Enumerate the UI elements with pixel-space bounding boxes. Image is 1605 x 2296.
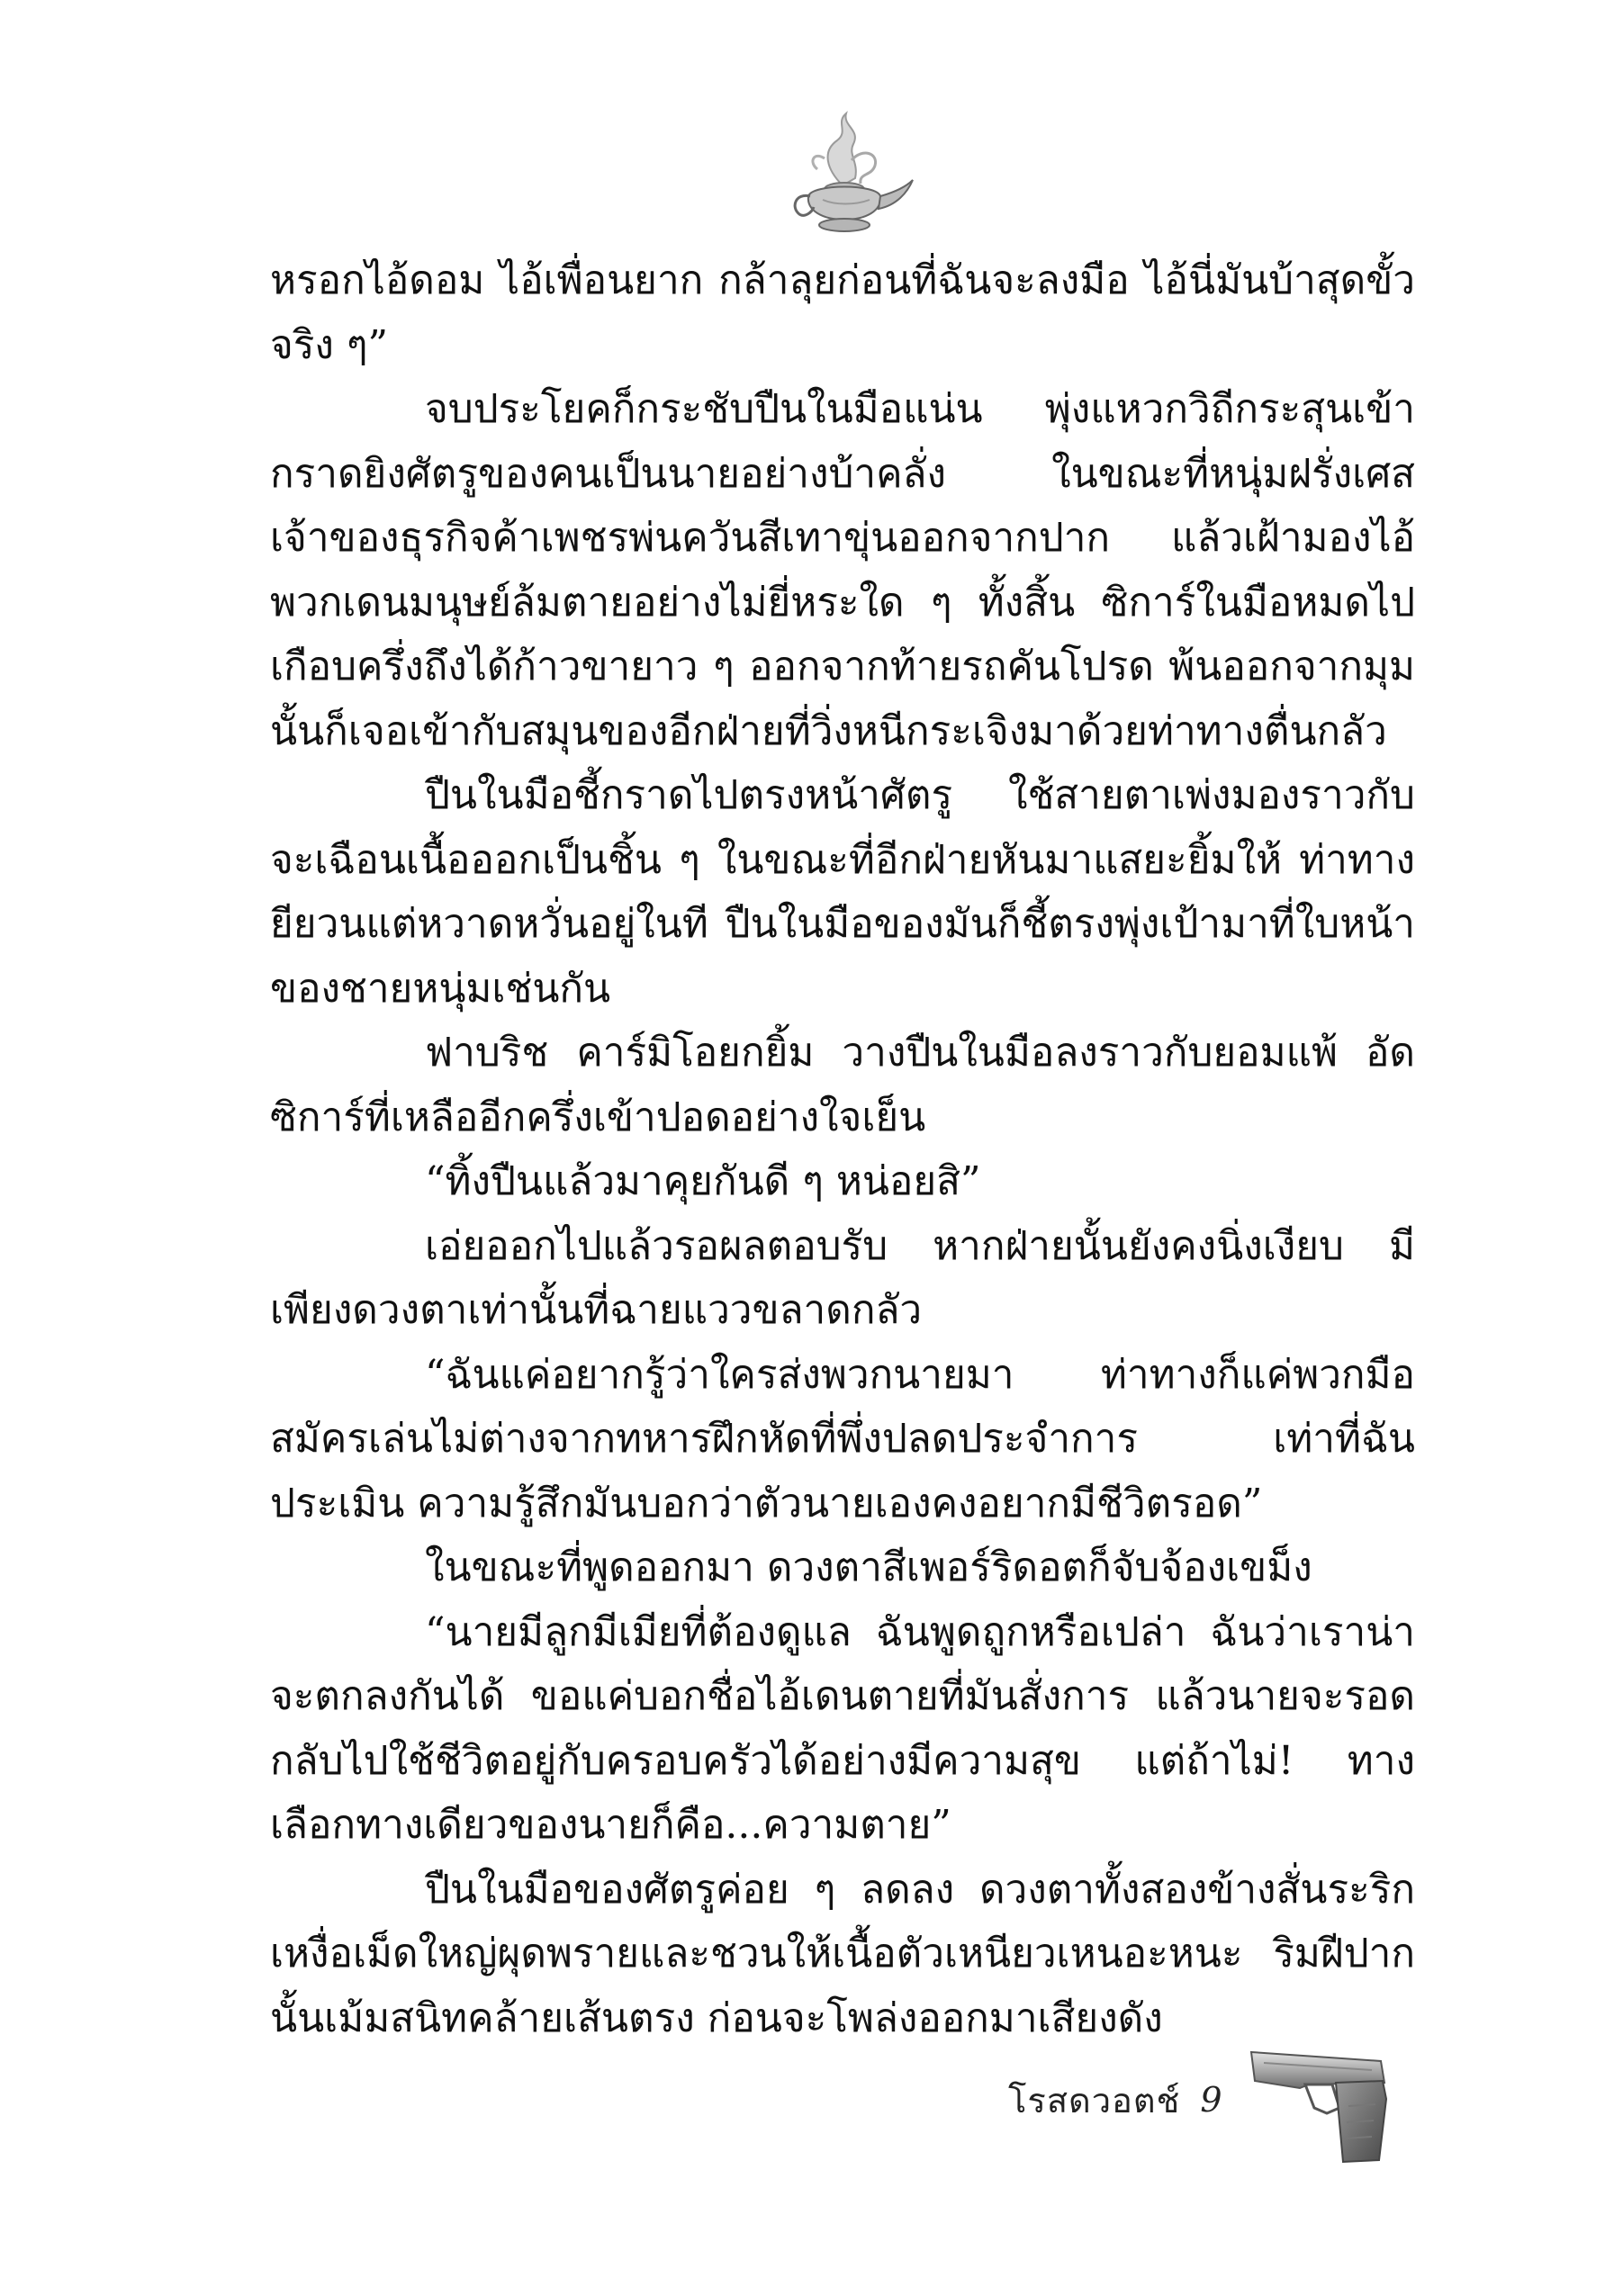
page-footer — [1008, 2068, 1222, 2131]
dialogue-line: “นายมีลูกมีเมียที่ต้องดูแล ฉันพูดถูกหรือเปล่า ฉันว่าเราน่าจะตกลงกันได้ ขอแค่บอกชื่อไอ้เดนตายที่มันสั่งการ แล้วนายจะรอดกลับไปใช้ชีวิตอยู่กับครอบครัวได้อย่างมีความสุข แต่ถ้าไม่! ทางเลือกทางเดียวของนายก็คือ...ความตาย” — [270, 1608, 1415, 1848]
page-number: 9 — [1200, 2080, 1222, 2120]
paragraph: เอ่ยออกไปแล้วรอผลตอบรับ หากฝ่ายนั้นยังคงนิ่งเงียบ มีเพียงดวงตาเท่านั้นที่ฉายแววขลาดกลัว — [270, 1222, 1415, 1333]
pistol-icon — [1246, 2036, 1390, 2166]
dialogue-line: “ทิ้งปืนแล้วมาคุยกันดี ๆ หน่อยสิ” — [425, 1158, 981, 1204]
genie-lamp-icon — [772, 106, 916, 241]
running-title: โรสดวอตช์ — [1008, 2080, 1181, 2120]
paragraph: ปืนในมือของศัตรูค่อย ๆ ลดลง ดวงตาทั้งสองข้างสั่นระริกเหงื่อเม็ดใหญ่ผุดพรายและชวนให้เนื้อตัวเหนียวเหนอะหนะ ริมฝีปากนั้นเม้มสนิทคล้ายเส้นตรง ก่อนจะโพล่งออกมาเสียงดัง — [270, 1866, 1415, 2041]
story-text — [270, 248, 1415, 2050]
paragraph: ในขณะที่พูดออกมา ดวงตาสีเพอร์ริดอตก็จับจ้องเขม็ง — [425, 1544, 1312, 1590]
paragraph: จบประโยคก็กระชับปืนในมือแน่น พุ่งแหวกวิถีกระสุนเข้ากราดยิงศัตรูของคนเป็นนายอย่างบ้าคลั่ง ในขณะที่หนุ่มฝรั่งเศสเจ้าของธุรกิจค้าเพชรพ่นควันสีเทาขุ่นออกจากปาก แล้วเฝ้ามองไอ้พวกเดนมนุษย์ล้มตายอย่างไม่ยี่หระใด ๆ ทั้งสิ้น ซิการ์ในมือหมดไปเกือบครึ่งถึงได้ก้าวขายาว ๆ ออกจากท้ายรถคันโปรด พ้นออกจากมุมนั้นก็เจอเข้ากับสมุนของอีกฝ่ายที่วิ่งหนีกระเจิงมาด้วยท่าทางตื่นกลัว — [270, 386, 1415, 754]
paragraph: ฟาบริช คาร์มิโอยกยิ้ม วางปืนในมือลงราวกับยอมแพ้ อัดซิการ์ที่เหลืออีกครึ่งเข้าปอดอย่างใจเย็น — [270, 1030, 1415, 1140]
dialogue-line: “ฉันแค่อยากรู้ว่าใครส่งพวกนายมา ท่าทางก็แค่พวกมือสมัครเล่นไม่ต่างจากทหารฝึกหัดที่พึ่งปลดประจำการ เท่าที่ฉันประเมิน ความรู้สึกมันบอกว่าตัวนายเองคงอยากมีชีวิตรอด” — [270, 1351, 1415, 1526]
paragraph: ปืนในมือชี้กราดไปตรงหน้าศัตรู ใช้สายตาเพ่งมองราวกับจะเฉือนเนื้อออกเป็นชิ้น ๆ ในขณะที่อีกฝ่ายหันมาแสยะยิ้มให้ ท่าทางยียวนแต่หวาดหวั่นอยู่ในที ปืนในมือของมันก็ชี้ตรงพุ่งเป้ามาที่ใบหน้าของชายหนุ่มเช่นกัน — [270, 772, 1415, 1012]
paragraph: หรอกไอ้ดอม ไอ้เพื่อนยาก กล้าลุยก่อนที่ฉันจะลงมือ ไอ้นี่มันบ้าสุดขั้วจริง ๆ” — [270, 257, 1415, 368]
